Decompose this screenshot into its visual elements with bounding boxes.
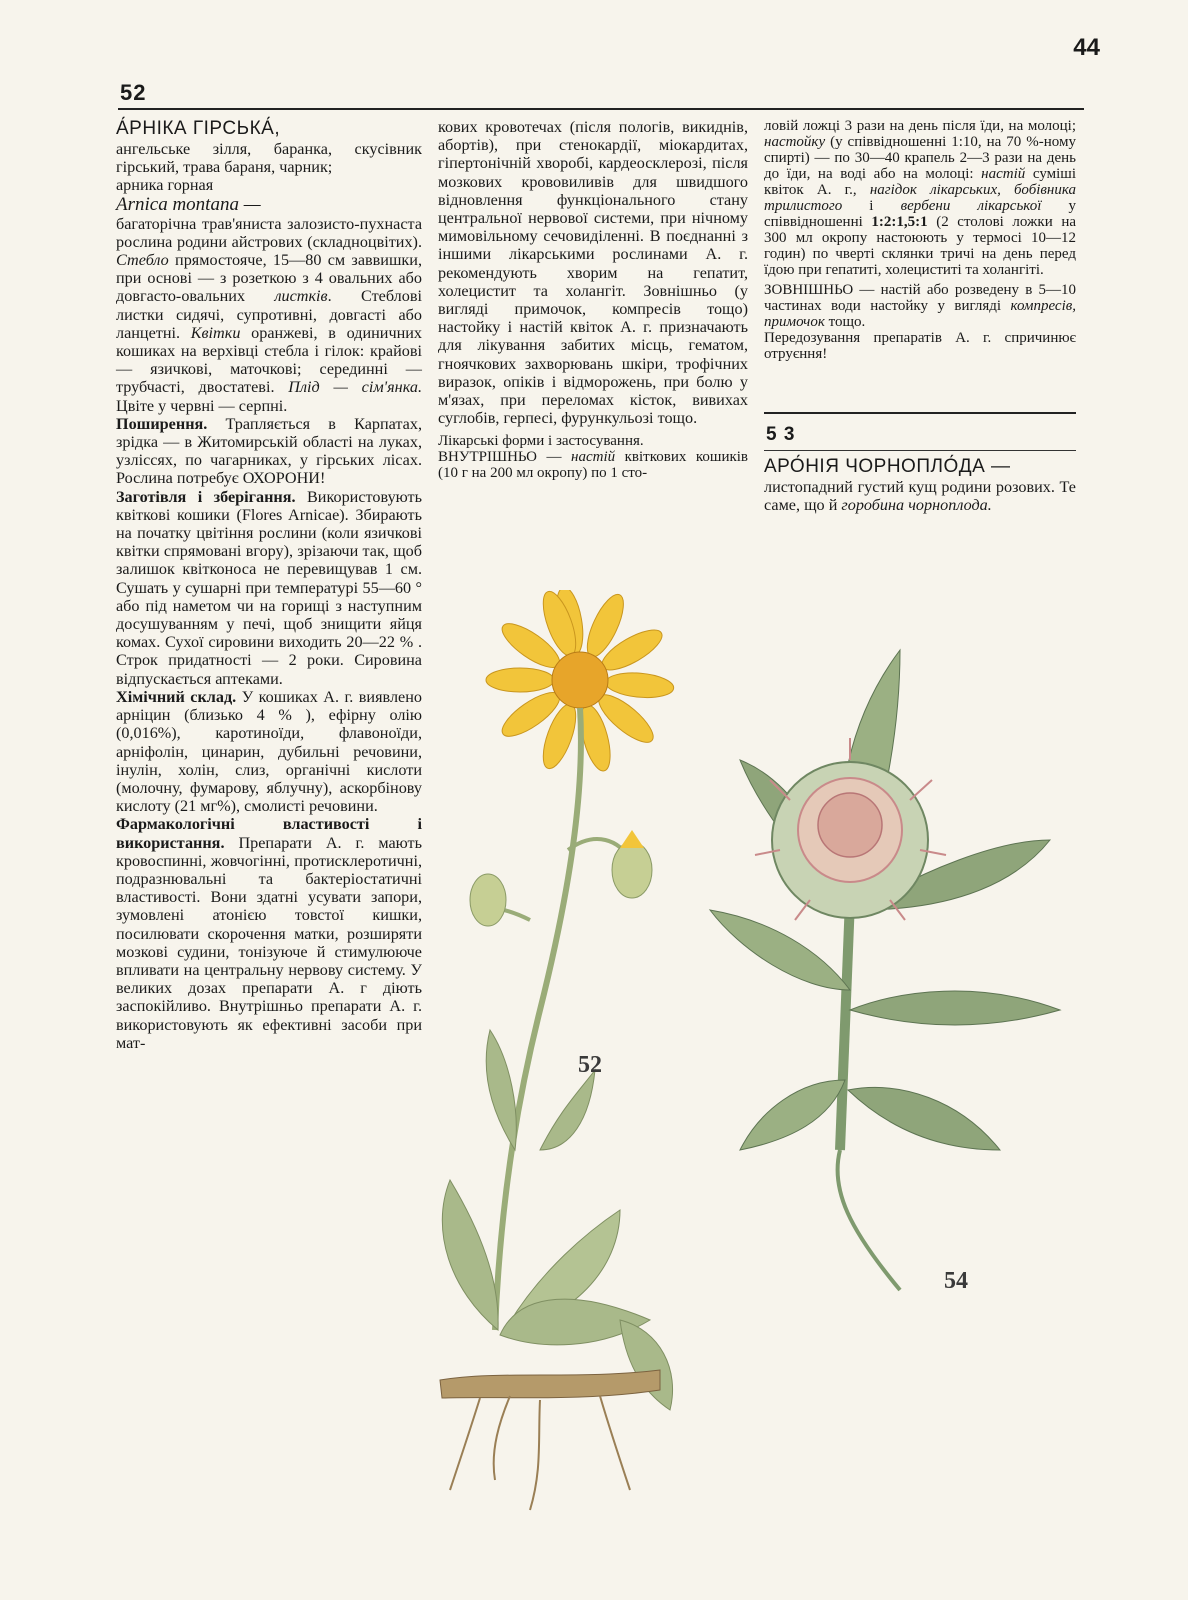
distribution-paragraph: Поширення. Трапляється в Карпатах, зрідка — в Житомирській області на луках, узліссях, по чагарниках, у гірських лісах. Рослина потребує ОХОРОНИ!: [116, 414, 422, 488]
figure-label-54: 54: [944, 1268, 968, 1294]
column-1: [116, 118, 422, 1052]
harvest-paragraph: Заготівля і зберігання. Використовують квіткові кошики (Flores Arnicae). Збирають на початку цвітіння рослини (коли язичкові квітки спрямовані вгору), зрізаючи так, щоб залишок квітконоса не перевищував 1 см. Сушать у сушарні при температурі 55—60 ° або під наметом чи на горищі з наступним досушуванням у печі, щоб знищити яйця комах. Сухої сировини виходить 20—22 % . Строк придатності — 2 роки. Сировина відпускається аптеками.: [116, 487, 422, 688]
entry-headword: А́РНІКА ГІРСЬКА́,: [116, 118, 281, 139]
column-3: [764, 118, 1076, 362]
latin-name: Arnica montana —: [116, 193, 261, 215]
overdose-warning: Передозування препаратів А. г. спричинює отруєння!: [764, 330, 1076, 362]
figure-label-52: 52: [578, 1052, 602, 1078]
synonyms: ангельське зілля, баранка, скусівник гірський, трава бараня, чарник;: [116, 140, 422, 177]
chemistry-paragraph: Хімічний склад. У кошиках А. г. виявлено арніцин (близько 4 % ), ефірну олію (0,016%), каротиноїди, флавоноїди, арніфолін, цинарин, дубильні речовини, інулін, холін, слиз, органічні кислоти (молочну, фумарову, яблучну), аскорбінову кислоту (21 мг%), смолисті речовини.: [116, 687, 422, 816]
page-number: 44: [1073, 34, 1100, 61]
dosage-text: ловій ложці 3 рази на день після їди, на молоці; настойку (у співвідношенні 1:10, на 70 %-ному спирті) — по 30—40 крапель 2—3 рази на день до їди, на воді або на молоці: настій суміші квіток А. г., нагідок лікарських, бобівника трилистого і вербени лікарської у співвідношенні 1:2:1,5:1 (2 столові ложки на 300 мл окропу настоюють у термосі 10—12 годин) по чверті склянки тричі на день перед їдою при гепатиті, холециститі та холангіті.: [764, 118, 1077, 278]
forms-heading: Лікарські форми і застосування.: [438, 433, 644, 450]
description: багаторічна трав'яниста залозисто-пухнаста рослина родини айстрових (складноцвітих). Стебло прямостояче, 15—80 см заввишки, при основі — з розеткою з 4 овальних або довгасто-овальних листків. Стеблові листки сидячі, супротивні, довгасті або ланцетні. Квітки оранжеві, в одиничних кошиках на верхівці стебла і гілок: крайові — язичкові, маточкові; серединні — трубчасті, двостатеві. Плід — сім'янка. Цвіте у червні — серпні.: [116, 214, 423, 415]
entry-53-rule: [764, 450, 1076, 451]
russian-name: арника горная: [116, 176, 214, 195]
arnica-illustration: [420, 590, 740, 1580]
entry-53: [764, 456, 1076, 514]
entry-number-53: 5 3: [766, 424, 796, 445]
thistle-illustration: [700, 610, 1080, 1310]
entry-53-top-rule: [764, 412, 1076, 414]
internal-use: ВНУТРІШНЬО — настій квіткових кошиків (10 г на 200 мл окропу) по 1 сто-: [438, 449, 749, 482]
aronia-text: листопадний густий кущ родини розових. Те саме, що й горобина чорноплода.: [764, 478, 1076, 515]
pharmacology-paragraph: Фармакологічні властивості і використання. Препарати А. г. мають кровоспинні, жовчогінні, протисклеротичні, подразнювальні та бактеріостатичні властивості. Вони здатні усувати запори, зумовлені атонією товстої кишки, посилювати скорочення матки, розширяти мозкові судини, тонізуюче й стимулююче впливати на центральну нервову систему. У великих дозах препарати А. г діють заспокійливо. Внутрішньо препарати А. г. використовують як ефективні засоби при мат-: [116, 815, 422, 1052]
usage-continuation: кових кровотечах (після пологів, викиднів, абортів), при стенокардії, міокардитах, гіпертонічній хворобі, кардеосклерозі, після мозкових крововиливів для швидшого відновлення функціонального стану центральної нервової системи, при нічному мимовільному сечовиділенні. В поєднанні з іншими лікарськими рослинами А. г. рекомендують хворим на гепатит, холецистит та холангіт. Зовнішньо (у вигляді примочок, компресів тощо) настойку і настій квіток А. г. призначають для лікування забитих місць, гематом, гноячкових захворювань шкіри, трофічних виразок, опіків і відморожень, при болю у м'язах, при переломах кісток, вивихах суглобів, герпесі, фурункульозі тощо.: [438, 118, 748, 428]
top-rule: [118, 108, 1084, 110]
column-2: [438, 118, 748, 481]
external-use: ЗОВНІШНЬО — настій або розведену в 5—10 частинах води настойку у вигляді компресів, примочок тощо.: [764, 282, 1076, 330]
aronia-headword: АРО́НІЯ ЧОРНОПЛО́ДА —: [764, 456, 1011, 477]
entry-number-52: 52: [120, 80, 147, 105]
